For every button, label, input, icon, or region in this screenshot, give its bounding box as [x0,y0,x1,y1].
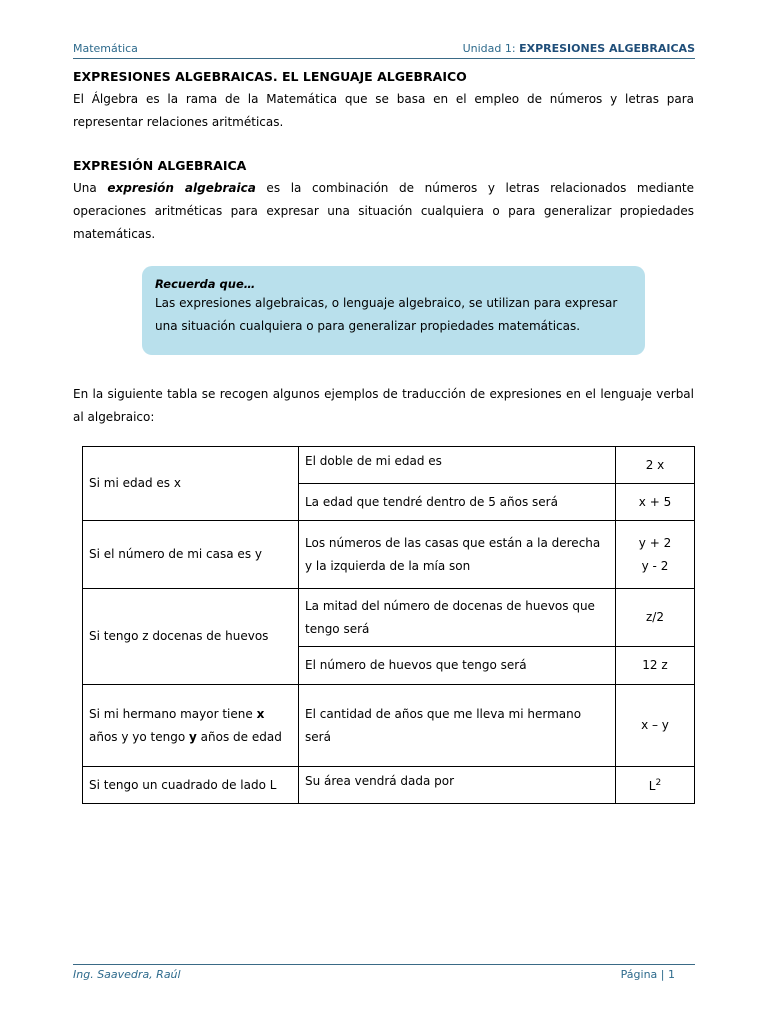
table-cell-text: Su área vendrá dada por [299,767,616,804]
table-cell-condition: Si tengo z docenas de huevos [83,589,299,685]
document-body [73,68,694,429]
table-cell-expression: 12 z [616,647,695,685]
table-cell-expression: $L^2$ [616,767,695,804]
footer-author: Ing. Saavedra, Raúl [73,968,181,981]
table-cell-expression: x + 5 [616,484,695,521]
callout-box [142,266,645,355]
table-cell-expression: z/2 [616,589,695,647]
header-unit-title: EXPRESIONES ALGEBRAICAS [519,42,695,55]
table-cell-text: El cantidad de años que me lleva mi hermano será [299,685,616,767]
table-cell-condition: Si tengo un cuadrado de lado L [83,767,299,804]
table-cell-text: El número de huevos que tengo será [299,647,616,685]
callout-body: Las expresiones algebraicas, o lenguaje algebraico, se utilizan para expresar una situación cualquiera o para generalizar propiedades matemáticas. [155,296,618,333]
table-row [83,447,695,484]
header-subject: Matemática [73,42,138,55]
callout-title: Recuerda que… [155,277,256,291]
header-unit: Unidad 1: EXPRESIONES ALGEBRAICAS [462,42,695,55]
table-row [83,685,695,767]
table-cell-text: La mitad del número de docenas de huevos que tengo será [299,589,616,647]
table-cell-condition: Si mi hermano mayor tiene x años y yo tengo y años de edad [83,685,299,767]
table-cell-text: Los números de las casas que están a la derecha y la izquierda de la mía son [299,521,616,589]
table-cell-condition: Si mi edad es x [83,447,299,521]
paragraph-expresion-definition: Una expresión algebraica es la combinación de números y letras relacionados mediante operaciones aritméticas para expresar una situación cualquiera o para generalizar propiedades matemáticas. [73,181,695,241]
footer-page-number: Página | 1 [620,968,675,981]
page-footer [73,964,695,981]
table-cell-expression: 2 x [616,447,695,484]
table-cell-expression: y + 2 y - 2 [616,521,695,589]
table-cell-condition: Si el número de mi casa es y [83,521,299,589]
section-title-lenguaje: EXPRESIONES ALGEBRAICAS. EL LENGUAJE ALGEBRAICO [73,69,467,84]
table-cell-text: El doble de mi edad es [299,447,616,484]
translation-table [82,446,695,804]
table-row [83,521,695,589]
table-row [83,767,695,804]
table-cell-text: La edad que tendré dentro de 5 años será [299,484,616,521]
paragraph-table-intro: En la siguiente tabla se recogen algunos ejemplos de traducción de expresiones en el lenguaje verbal al algebraico: [73,387,694,424]
table-row [83,589,695,647]
section-title-expresion: EXPRESIÓN ALGEBRAICA [73,158,247,173]
page-header [73,42,695,59]
term-expresion-algebraica: expresión algebraica [107,181,256,195]
paragraph-algebra-definition: El Álgebra es la rama de la Matemática que se basa en el empleo de números y letras para representar relaciones aritméticas. [73,92,694,129]
table-cell-expression: x – y [616,685,695,767]
